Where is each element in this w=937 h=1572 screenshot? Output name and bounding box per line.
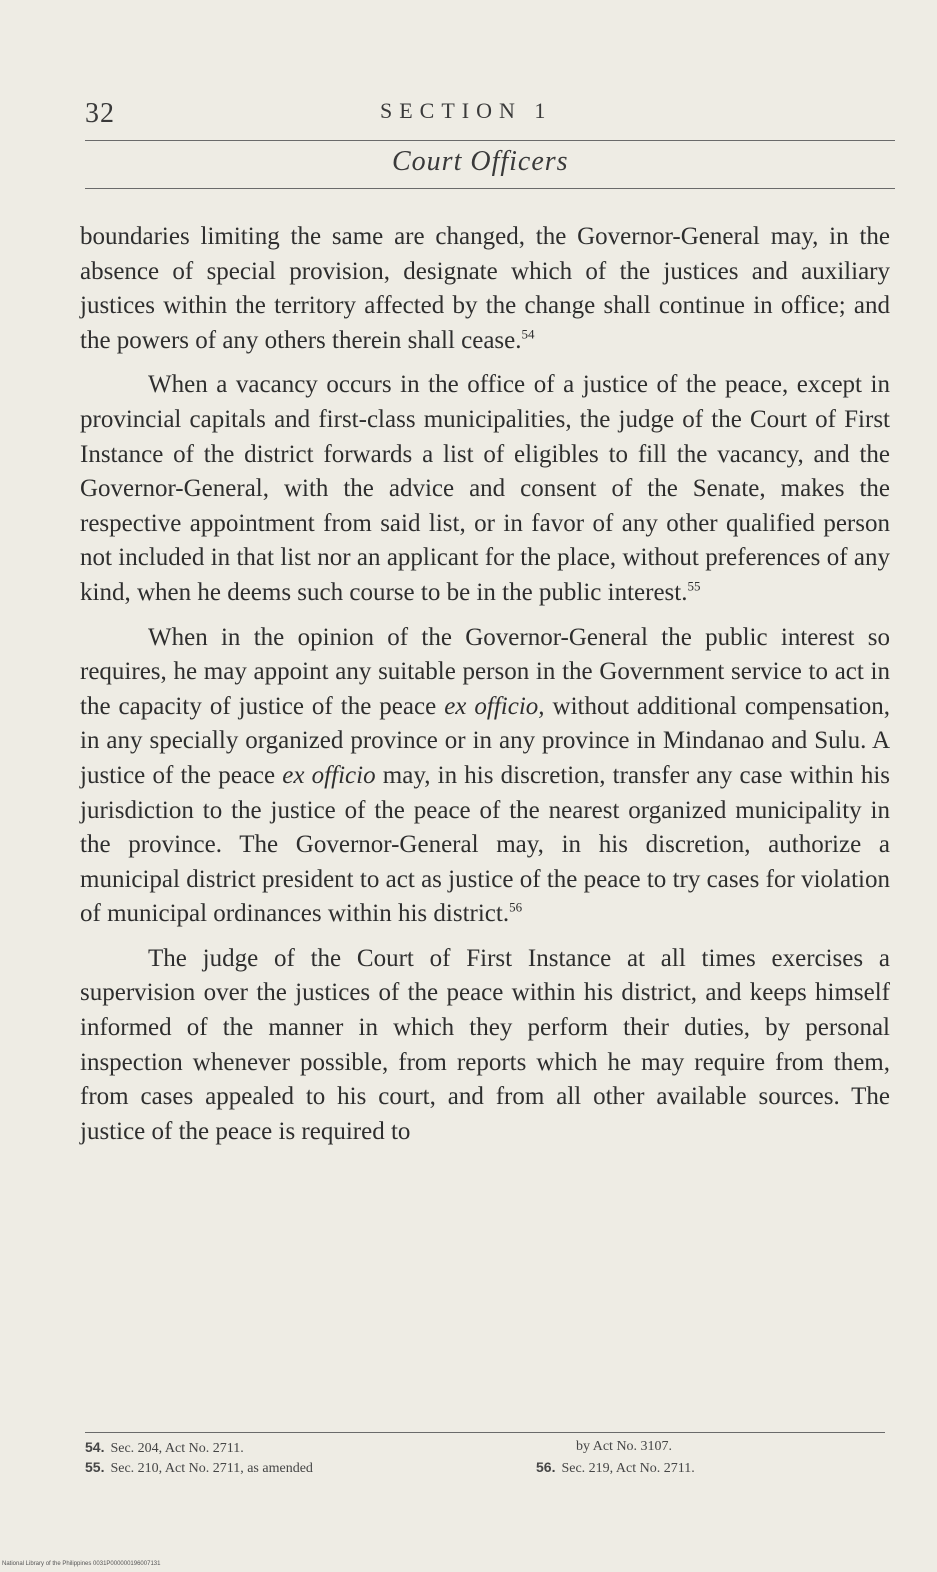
header-rule-bottom	[85, 188, 895, 189]
footnote-row-1	[85, 1438, 885, 1458]
footnote-56-number: 56.	[536, 1459, 556, 1475]
footnote-ref-56: 56	[509, 899, 523, 915]
paragraph-4	[80, 942, 890, 1150]
page-number: 32	[85, 98, 115, 129]
footnote-54-text: Sec. 204, Act No. 2711.	[110, 1441, 244, 1456]
paragraph-3-text-part-3: may, in his discretion, transfer any case within his jurisdiction to the justice of the peace of the nearest organized municipality in the province. The Governor-General may, in his discretion, authorize a municipal district president to act as justice of the peace to try cases for violation of municipal ordinances within his district.	[80, 761, 890, 928]
body-text	[80, 220, 890, 1159]
paragraph-3-text-part-2: without additional compensation, in any specially organized province or in any province in Mindanao and Sulu. A justice of the peace	[80, 692, 890, 789]
paragraph-3-text-part-1: When in the opinion of the Governor-General the public interest so requires, he may appoint any suitable person in the Government service to act in the capacity of justice of the peace	[80, 623, 890, 720]
footnote-54-number: 54.	[85, 1439, 105, 1455]
footnote-55-text: Sec. 210, Act No. 2711, as amended	[110, 1461, 313, 1476]
footnote-ref-55: 55	[687, 578, 701, 594]
header-rule-top	[85, 140, 895, 141]
paragraph-2-text: When a vacancy occurs in the office of a justice of the peace, except in provincial capitals and first-class municipalities, the judge of the Court of First Instance of the district forwards a list of eligibles to fill the vacancy, and the Governor-General, with the advice and consent of the Senate, makes the respective appointment from said list, or in favor of any other qualified person not included in that list nor an applicant for the place, without preferences of any kind, when he deems such course to be in the public interest.	[80, 371, 890, 606]
footnote-rule	[85, 1432, 885, 1433]
paragraph-4-text: The judge of the Court of First Instance at all times exercises a supervision over the justices of the peace within his district, and keeps himself informed of the manner in which they perform their duties, by personal inspection whenever possible, from reports which he may require from them, from cases appealed to his court, and from all other available sources. The justice of the peace is required to	[80, 944, 890, 1145]
paragraph-3-italic-2: ex officio	[282, 761, 376, 789]
footer-credit: National Library of the Philippines 0031P000000196007131	[2, 1561, 161, 1567]
footnote-55-number: 55.	[85, 1459, 105, 1475]
footnote-55-continuation: by Act No. 3107.	[576, 1439, 673, 1454]
footnote-56-text: Sec. 219, Act No. 2711.	[561, 1461, 695, 1476]
paragraph-3	[80, 621, 890, 932]
subsection-title: Court Officers	[392, 146, 569, 177]
section-title: SECTION 1	[380, 98, 553, 123]
paragraph-2	[80, 368, 890, 610]
footnote-row-2	[85, 1458, 885, 1478]
footnote-ref-54: 54	[521, 326, 535, 342]
paragraph-1-text: boundaries limiting the same are changed, the Governor-General may, in the absence of special provision, designate which of the justices and auxiliary justices within the territory affected by the change shall continue in office; and the powers of any others therein shall cease.	[80, 223, 890, 354]
paragraph-3-italic-1: ex officio,	[444, 692, 545, 720]
paragraph-1	[80, 220, 890, 358]
footnotes	[85, 1438, 885, 1478]
